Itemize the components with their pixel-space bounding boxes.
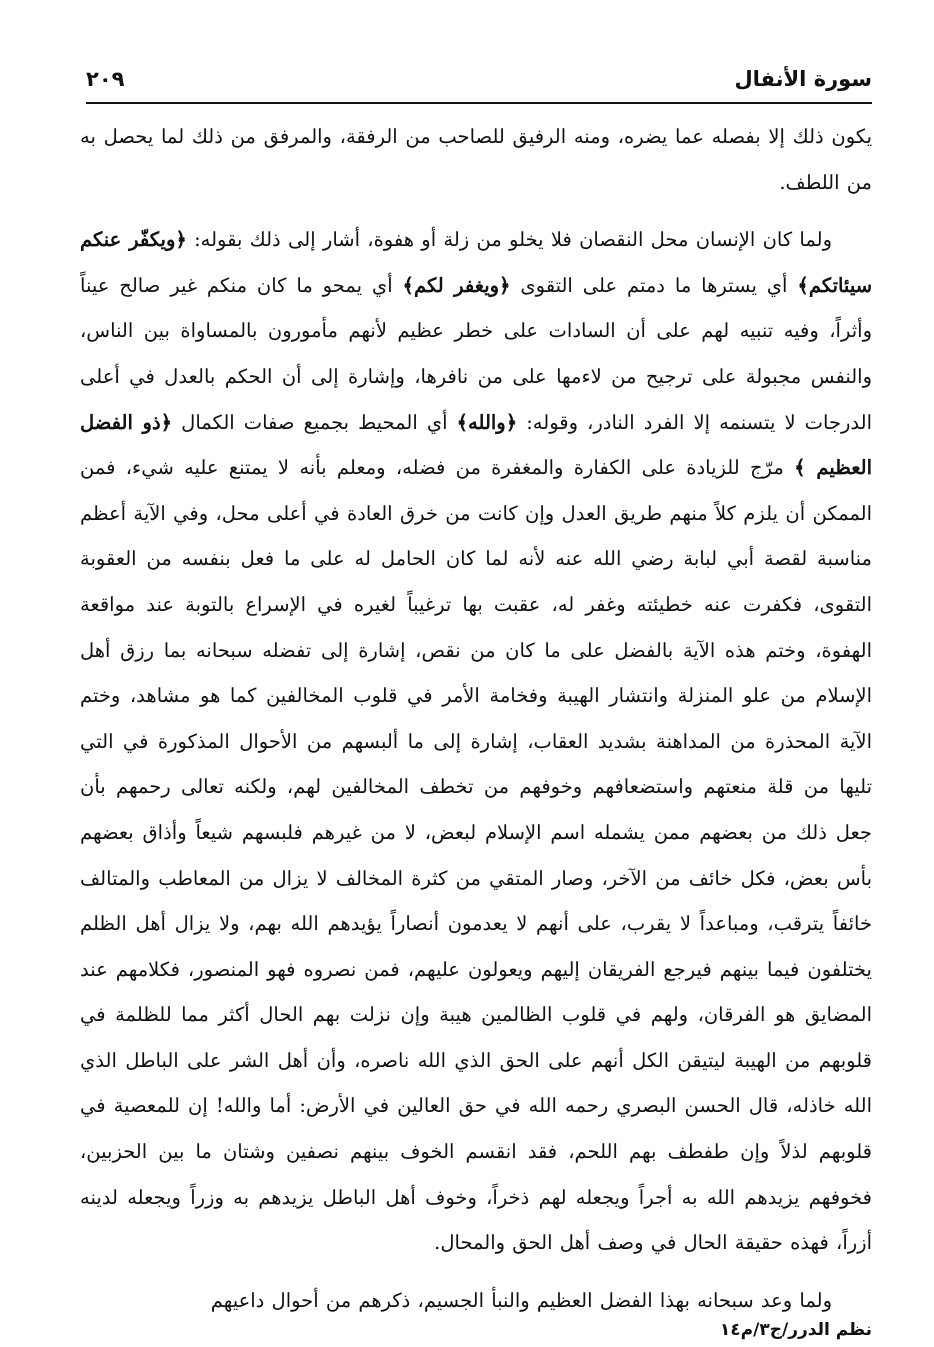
paragraph-3-text: ولما وعد سبحانه بهذا الفضل العظيم والنبأ الجسيم، ذكرهم من أحوال داعيهم [210, 1288, 832, 1312]
running-header [86, 64, 872, 94]
surah-title: سورة الأنفال [734, 67, 872, 91]
paragraph-2-text-e: مرّج للزيادة على الكفارة والمغفرة من فضله، ومعلم بأنه لا يمتنع عليه شيء، فمن الممكن أن يلزم كلاً منهم طريق العدل وإن كانت من خرق العادة في أعلى محل، وفي الآية أعظم مناسبة لقصة أبي لبابة رضي الله عنه لأنه لما كان الحامل له على ما فعل بنفسه من العقوبة التقوى، فكفرت عنه خطيئته وغفر له، عقبت بها ترغيباً لغيره في الإسراع بالتوبة عند مواقعة الهفوة، وختم هذه الآية بالفضل على ما كان من نقص، إشارة إلى تفضله سبحانه بما رزق أهل الإسلام من علو المنزلة وانتشار الهيبة وفخامة الأمر في قلوب المخالفين كما هو مشاهد، وختم الآية المحذرة من المداهنة بشديد العقاب، إشارة إلى ما ألبسهم من الأحوال المذكورة في التي تليها من قلة منعتهم واستضعافهم وخوفهم من تخطف المخالفين لهم، ولكنه تعالى رحمهم بأن جعل ذلك من بعضهم ممن يشمله اسم الإسلام لبعض، لا من غيرهم فلبسهم شيعاً وأذاق بعضهم بأس بعض، فكل خائف من الآخر، وصار المتقي من كثرة المخالف لا يزال من المعاطب والمتالف خائفاً يترقب، ومباعداً لا يقرب، على أنهم لا يعدمون أنصاراً يؤيدهم الله بهم، ولا يزال أهل الظلم يختلفون فيما بينهم فيرجع الفريقان إليهم ويعولون عليهم، فمن نصروه فهو المنصور، فكلامهم عند المضايق هو الفرقان، ولهم في قلوب الظالمين هيبة وإن نزلت بهم الحال أكثر مما للظلمة في قلوبهم من الهيبة ليتيقن الكل أنهم على الحق الذي الله ناصره، وأن أهل الشر على الباطل الذي الله خاذله، قال الحسن البصري رحمه الله في حق العالين في الأرض: أما والله! إن للمعصية في قلوبهم لذلاً وإن طفطف بهم اللحم، فقد انقسم الخوف بينهم نصفين وشتان ما بين الحزبين، فخوفهم يزيدهم الله به أجراً ويجعله لهم ذخراً، وخوف أهل الباطل يزيدهم به وزراً ويجعله لدينه أزراً، فهذه حقيقة الحال في وصف أهل الحق والمحال. [80, 456, 872, 1255]
page-number: ٢٠٩ [86, 67, 125, 91]
quran-quote-4: ﴿ذو الفضل العظيم ﴾ [80, 410, 873, 480]
footer-signature: نظم الدرر/ج٣/م١٤ [719, 1320, 872, 1340]
paragraph-2-text-c: أي يمحو ما كان منكم غير صالح عيناً وأثراً، وفيه تنبيه لهم على أن السادات على خطر عظيم لأنهم مأمورون بالمساواة بين الناس، والنفس مجبولة على ترجيح من لاءمها على من نافرها، وإشارة إلى أن الحكم بالعدل في أعلى الدرجات لا يتسنمه إلا الفرد النادر، وقوله: [80, 273, 873, 434]
paragraph-2-text-b: أي يسترها ما دمتم على التقوى [520, 273, 788, 297]
paragraph-2 [80, 217, 872, 1266]
paragraph-2-text-a: ولما كان الإنسان محل النقصان فلا يخلو من زلة أو هفوة، أشار إلى ذلك بقوله: [194, 228, 833, 252]
quran-quote-1: ﴿ويكفّر عنكم سيئاتكم﴾ [80, 228, 873, 297]
paragraph-1 [80, 114, 872, 205]
quran-quote-2: ﴿ويغفر لكم﴾ [402, 273, 511, 297]
paragraph-1-text: يكون ذلك إلا بفصله عما يضره، ومنه الرفيق للصاحب من الرفقة، والمرفق من ذلك لما يحصل به من اللطف. [80, 125, 872, 194]
quran-quote-3: ﴿والله﴾ [456, 410, 518, 434]
header-rule [86, 102, 872, 104]
body-text [80, 114, 872, 1323]
paragraph-2-text-d: أي المحيط بجميع صفات الكمال [181, 410, 448, 434]
paragraph-3 [80, 1278, 872, 1324]
